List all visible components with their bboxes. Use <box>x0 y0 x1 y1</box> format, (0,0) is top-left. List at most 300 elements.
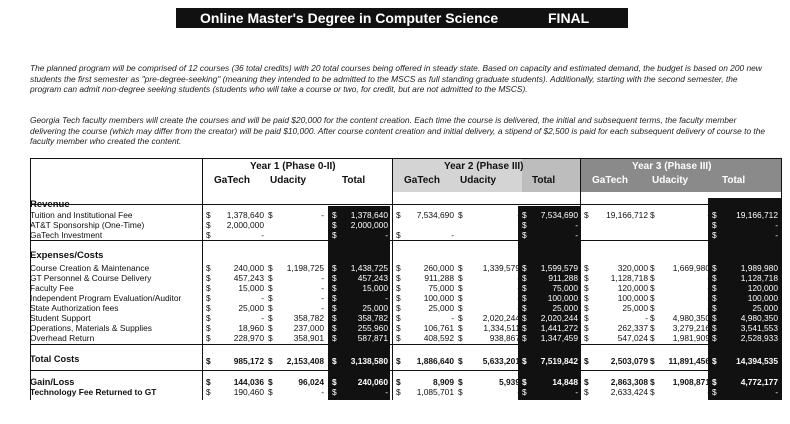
currency-sign: $ <box>650 263 655 273</box>
row-amount: - <box>645 313 648 323</box>
currency-sign: $ <box>650 387 655 397</box>
row-value <box>332 263 388 273</box>
year-3-label: Year 3 (Phase III) <box>632 161 712 172</box>
currency-sign: $ <box>332 387 337 397</box>
row-value <box>712 220 778 230</box>
currency-sign: $ <box>458 356 463 366</box>
currency-sign: $ <box>712 377 717 387</box>
currency-sign: $ <box>268 303 273 313</box>
currency-sign: $ <box>268 273 273 283</box>
row-value <box>332 377 388 387</box>
row-amount: - <box>575 387 578 397</box>
row-value <box>458 303 520 313</box>
row-value <box>584 387 648 397</box>
row-amount: 262,337 <box>617 323 648 333</box>
row-amount: - <box>261 230 264 240</box>
row-label: Independent Program Evaluation/Auditor <box>30 293 182 303</box>
row-value <box>206 303 264 313</box>
year-1-udacity-header: Udacity <box>270 175 307 186</box>
currency-sign: $ <box>584 263 589 273</box>
currency-sign: $ <box>522 210 527 220</box>
row-value <box>206 313 264 323</box>
currency-sign: $ <box>206 313 211 323</box>
currency-sign: $ <box>396 273 401 283</box>
row-value <box>650 303 710 313</box>
row-value <box>396 313 454 323</box>
row-value <box>396 323 454 333</box>
currency-sign: $ <box>650 273 655 283</box>
currency-sign: $ <box>584 333 589 343</box>
row-value <box>522 230 578 240</box>
currency-sign: $ <box>458 210 463 220</box>
column-divider-5 <box>781 158 782 400</box>
currency-sign: $ <box>332 210 337 220</box>
row-amount: 2,503,079 <box>610 356 648 366</box>
currency-sign: $ <box>332 293 337 303</box>
header-bottom-rule <box>30 204 782 205</box>
currency-sign: $ <box>712 323 717 333</box>
row-amount: 7,534,690 <box>540 210 578 220</box>
currency-sign: $ <box>584 377 589 387</box>
row-amount: 1,908,871 <box>672 377 710 387</box>
row-value <box>650 356 710 366</box>
row-value <box>584 303 648 313</box>
row-value <box>206 356 264 366</box>
row-amount: 19,166,712 <box>606 210 648 220</box>
row-amount: 1,085,701 <box>416 387 454 397</box>
year-2-total-header: Total <box>532 175 556 186</box>
row-value <box>522 387 578 397</box>
currency-sign: $ <box>522 230 527 240</box>
row-value <box>522 210 578 220</box>
currency-sign: $ <box>332 273 337 283</box>
row-amount: - <box>451 313 454 323</box>
row-amount: 255,960 <box>357 323 388 333</box>
row-amount: 228,970 <box>233 333 264 343</box>
row-amount: 358,782 <box>293 313 324 323</box>
row-value <box>522 323 578 333</box>
row-amount: 2,153,408 <box>286 356 324 366</box>
row-amount: 457,243 <box>233 273 264 283</box>
currency-sign: $ <box>332 230 337 240</box>
currency-sign: $ <box>584 303 589 313</box>
row-amount: 25,000 <box>552 303 578 313</box>
row-label: Operations, Materials & Supplies <box>30 323 152 333</box>
currency-sign: $ <box>206 273 211 283</box>
row-value <box>206 323 264 333</box>
row-value <box>268 356 324 366</box>
row-amount: 7,534,690 <box>416 210 454 220</box>
row-value <box>268 323 324 333</box>
currency-sign: $ <box>712 283 717 293</box>
row-value <box>650 313 710 323</box>
row-value <box>206 230 264 240</box>
row-amount: 2,000,000 <box>350 220 388 230</box>
currency-sign: $ <box>458 273 463 283</box>
currency-sign: $ <box>458 323 463 333</box>
row-amount: 1,669,980 <box>672 263 710 273</box>
column-divider-4 <box>580 158 581 400</box>
year3-revenue-dark <box>708 198 782 208</box>
currency-sign: $ <box>206 387 211 397</box>
row-label: GaTech Investment <box>30 230 103 240</box>
currency-sign: $ <box>584 293 589 303</box>
row-value <box>206 263 264 273</box>
row-value <box>268 263 324 273</box>
currency-sign: $ <box>268 377 273 387</box>
row-label: Technology Fee Returned to GT <box>30 387 157 397</box>
row-amount: 25,000 <box>238 303 264 313</box>
currency-sign: $ <box>206 210 211 220</box>
row-amount: 14,394,535 <box>736 356 778 366</box>
currency-sign: $ <box>522 283 527 293</box>
row-value <box>268 333 324 343</box>
currency-sign: $ <box>522 333 527 343</box>
row-amount: 358,782 <box>357 313 388 323</box>
row-amount: 320,000 <box>617 263 648 273</box>
currency-sign: $ <box>522 387 527 397</box>
currency-sign: $ <box>268 293 273 303</box>
row-amount: 100,000 <box>747 293 778 303</box>
row-amount: 15,000 <box>238 283 264 293</box>
currency-sign: $ <box>584 273 589 283</box>
row-value <box>206 273 264 283</box>
row-label: Course Creation & Maintenance <box>30 263 150 273</box>
row-amount: - <box>321 293 324 303</box>
row-value <box>522 356 578 366</box>
row-value <box>712 303 778 313</box>
row-value <box>712 230 778 240</box>
row-value <box>206 220 264 230</box>
row-amount: - <box>451 230 454 240</box>
row-value <box>712 313 778 323</box>
currency-sign: $ <box>584 387 589 397</box>
row-amount: 120,000 <box>747 283 778 293</box>
row-amount: - <box>517 210 520 220</box>
row-amount: 100,000 <box>547 293 578 303</box>
row-amount: 3,541,553 <box>740 323 778 333</box>
currency-sign: $ <box>522 263 527 273</box>
currency-sign: $ <box>522 220 527 230</box>
row-value <box>396 230 454 240</box>
row-amount: 985,172 <box>233 356 264 366</box>
row-amount: 1,989,980 <box>740 263 778 273</box>
row-amount: - <box>517 273 520 283</box>
currency-sign: $ <box>712 333 717 343</box>
currency-sign: $ <box>206 377 211 387</box>
currency-sign: $ <box>458 303 463 313</box>
row-amount: 1,438,725 <box>350 263 388 273</box>
currency-sign: $ <box>458 283 463 293</box>
row-amount: - <box>321 210 324 220</box>
currency-sign: $ <box>206 230 211 240</box>
row-value <box>458 356 520 366</box>
currency-sign: $ <box>268 283 273 293</box>
currency-sign: $ <box>650 303 655 313</box>
row-value <box>522 377 578 387</box>
program-description-paragraph: The planned program will be comprised of 12 courses (36 total credits) with 20 total courses being offered in steady state. Based on capacity and estimated demand, the budget is based on 200 new students the first semester as "pre-degree-seeking" (meaning they intended to be admitted to the MSCS as full standing graduate students). Additionally, starting with the second semester, the program can admit non-degree seeking students (students who will take a course or two, for credit, but are not admitted to the MSCS). <box>30 63 762 95</box>
row-amount: 120,000 <box>617 283 648 293</box>
currency-sign: $ <box>396 313 401 323</box>
currency-sign: $ <box>712 356 717 366</box>
row-value <box>332 220 388 230</box>
currency-sign: $ <box>522 377 527 387</box>
row-amount: 587,871 <box>357 333 388 343</box>
currency-sign: $ <box>206 356 211 366</box>
row-value <box>522 220 578 230</box>
row-value <box>522 303 578 313</box>
row-value <box>396 377 454 387</box>
row-value <box>458 273 520 283</box>
row-amount: 75,000 <box>428 283 454 293</box>
row-value <box>584 210 648 220</box>
row-value <box>332 323 388 333</box>
currency-sign: $ <box>584 313 589 323</box>
currency-sign: $ <box>650 293 655 303</box>
currency-sign: $ <box>712 210 717 220</box>
currency-sign: $ <box>206 323 211 333</box>
row-amount: 5,939 <box>499 377 520 387</box>
row-amount: 1,599,579 <box>540 263 578 273</box>
row-label: GT Personnel & Course Delivery <box>30 273 152 283</box>
row-amount: - <box>517 303 520 313</box>
currency-sign: $ <box>332 220 337 230</box>
row-value <box>396 387 454 397</box>
currency-sign: $ <box>522 356 527 366</box>
row-value <box>650 210 710 220</box>
row-amount: 18,960 <box>238 323 264 333</box>
currency-sign: $ <box>584 323 589 333</box>
row-amount: 911,288 <box>424 273 454 283</box>
row-amount: - <box>775 387 778 397</box>
row-label: Total Costs <box>30 354 80 364</box>
row-value <box>650 293 710 303</box>
row-value <box>206 387 264 397</box>
row-amount: 1,441,272 <box>540 323 578 333</box>
row-amount: 1,378,640 <box>350 210 388 220</box>
row-amount: - <box>385 230 388 240</box>
currency-sign: $ <box>396 263 401 273</box>
currency-sign: $ <box>332 356 337 366</box>
row-value <box>396 293 454 303</box>
row-value <box>522 313 578 323</box>
currency-sign: $ <box>268 313 273 323</box>
currency-sign: $ <box>522 303 527 313</box>
year-2-gatech-header: GaTech <box>404 175 440 186</box>
report-title: Online Master's Degree in Computer Science <box>200 10 499 26</box>
row-amount: - <box>575 220 578 230</box>
currency-sign: $ <box>396 293 401 303</box>
row-amount: 25,000 <box>622 303 648 313</box>
row-amount: 15,000 <box>362 283 388 293</box>
year-2-label: Year 2 (Phase III) <box>444 161 524 172</box>
row-value <box>206 293 264 303</box>
row-value <box>396 333 454 343</box>
row-value <box>396 303 454 313</box>
report-status: FINAL <box>548 10 590 26</box>
currency-sign: $ <box>206 263 211 273</box>
row-amount: 457,243 <box>357 273 388 283</box>
row-amount: 100,000 <box>423 293 454 303</box>
currency-sign: $ <box>584 356 589 366</box>
expenses-section-label: Expenses/Costs <box>30 250 104 261</box>
currency-sign: $ <box>712 273 717 283</box>
row-amount: - <box>775 220 778 230</box>
row-amount: - <box>707 387 710 397</box>
total-bottom-rule <box>30 370 782 371</box>
row-label: AT&T Sponsorship (One-Time) <box>30 220 145 230</box>
currency-sign: $ <box>332 283 337 293</box>
row-value <box>396 210 454 220</box>
row-amount: 19,166,712 <box>736 210 778 220</box>
row-amount: - <box>517 283 520 293</box>
currency-sign: $ <box>268 263 273 273</box>
row-amount: 75,000 <box>552 283 578 293</box>
row-value <box>332 313 388 323</box>
row-value <box>268 293 324 303</box>
column-divider-3 <box>392 158 393 400</box>
currency-sign: $ <box>396 230 401 240</box>
row-amount: - <box>321 283 324 293</box>
row-value <box>458 283 520 293</box>
currency-sign: $ <box>332 303 337 313</box>
currency-sign: $ <box>206 333 211 343</box>
currency-sign: $ <box>458 293 463 303</box>
table-top-rule <box>30 158 782 159</box>
row-amount: - <box>707 283 710 293</box>
row-value <box>584 377 648 387</box>
row-value <box>396 273 454 283</box>
currency-sign: $ <box>268 333 273 343</box>
row-value <box>458 210 520 220</box>
currency-sign: $ <box>332 333 337 343</box>
currency-sign: $ <box>206 220 211 230</box>
row-value <box>650 377 710 387</box>
row-amount: 3,279,216 <box>672 323 710 333</box>
row-value <box>268 387 324 397</box>
currency-sign: $ <box>332 313 337 323</box>
row-amount: 358,901 <box>293 333 324 343</box>
currency-sign: $ <box>396 356 401 366</box>
row-amount: - <box>517 387 520 397</box>
row-amount: - <box>385 293 388 303</box>
row-value <box>650 273 710 283</box>
currency-sign: $ <box>268 323 273 333</box>
row-amount: 4,772,177 <box>740 377 778 387</box>
row-value <box>584 313 648 323</box>
row-value <box>458 323 520 333</box>
currency-sign: $ <box>650 356 655 366</box>
row-value <box>458 377 520 387</box>
currency-sign: $ <box>650 313 655 323</box>
row-value <box>268 313 324 323</box>
currency-sign: $ <box>522 323 527 333</box>
row-amount: 2,863,308 <box>610 377 648 387</box>
row-amount: 106,761 <box>423 323 454 333</box>
row-amount: 1,886,640 <box>416 356 454 366</box>
row-amount: 11,891,456 <box>668 356 710 366</box>
currency-sign: $ <box>712 263 717 273</box>
row-value <box>396 356 454 366</box>
row-value <box>584 263 648 273</box>
row-amount: 100,000 <box>617 293 648 303</box>
currency-sign: $ <box>396 210 401 220</box>
row-value <box>712 210 778 220</box>
row-amount: - <box>775 230 778 240</box>
currency-sign: $ <box>650 323 655 333</box>
currency-sign: $ <box>458 263 463 273</box>
row-amount: - <box>385 387 388 397</box>
row-amount: 5,633,201 <box>482 356 520 366</box>
currency-sign: $ <box>522 313 527 323</box>
currency-sign: $ <box>650 377 655 387</box>
row-value <box>712 273 778 283</box>
row-value <box>712 283 778 293</box>
currency-sign: $ <box>458 387 463 397</box>
row-value <box>332 210 388 220</box>
row-amount: 2,020,244 <box>540 313 578 323</box>
row-amount: 25,000 <box>752 303 778 313</box>
row-amount: - <box>321 387 324 397</box>
currency-sign: $ <box>712 220 717 230</box>
row-amount: 2,000,000 <box>226 220 264 230</box>
row-label: Gain/Loss <box>30 377 75 387</box>
currency-sign: $ <box>584 210 589 220</box>
row-amount: 96,024 <box>298 377 324 387</box>
row-value <box>522 283 578 293</box>
row-value <box>458 333 520 343</box>
row-label: Tuition and Institutional Fee <box>30 210 133 220</box>
row-value <box>206 377 264 387</box>
currency-sign: $ <box>712 387 717 397</box>
row-value <box>522 333 578 343</box>
faculty-payment-paragraph: Georgia Tech faculty members will create the courses and will be paid $20,000 for the content creation. Each time the course is delivered, the initial and subsequent terms, the faculty member delivering the course (which may differ from the creator) will be paid $10,000. After course content creation and initial delivery, a stipend of $2,500 is paid for each subsequent delivery of course to the faculty member who created the content. <box>30 115 766 147</box>
row-value <box>712 356 778 366</box>
row-amount: 2,633,424 <box>610 387 648 397</box>
currency-sign: $ <box>332 377 337 387</box>
currency-sign: $ <box>396 333 401 343</box>
currency-sign: $ <box>458 377 463 387</box>
row-amount: 4,980,350 <box>740 313 778 323</box>
row-amount: - <box>575 230 578 240</box>
row-value <box>522 263 578 273</box>
currency-sign: $ <box>206 303 211 313</box>
row-value <box>332 303 388 313</box>
row-value <box>650 263 710 273</box>
row-value <box>206 210 264 220</box>
row-amount: 1,339,579 <box>482 263 520 273</box>
row-amount: 8,909 <box>433 377 454 387</box>
row-amount: 911,288 <box>548 273 578 283</box>
row-amount: 3,138,580 <box>350 356 388 366</box>
row-value <box>458 263 520 273</box>
row-amount: 7,519,842 <box>540 356 578 366</box>
row-amount: 260,000 <box>423 263 454 273</box>
currency-sign: $ <box>712 293 717 303</box>
row-amount: - <box>261 313 264 323</box>
row-value <box>396 263 454 273</box>
row-amount: - <box>517 293 520 303</box>
currency-sign: $ <box>584 283 589 293</box>
row-amount: 1,334,511 <box>483 323 520 333</box>
row-value <box>332 333 388 343</box>
row-value <box>268 283 324 293</box>
row-amount: - <box>707 210 710 220</box>
currency-sign: $ <box>650 333 655 343</box>
year-3-total-header: Total <box>722 175 746 186</box>
currency-sign: $ <box>396 377 401 387</box>
row-value <box>584 323 648 333</box>
